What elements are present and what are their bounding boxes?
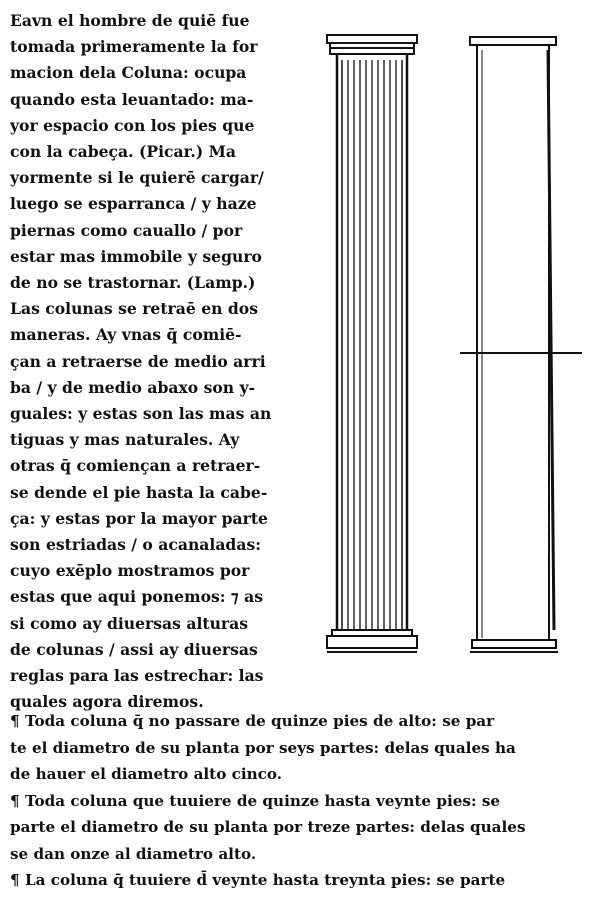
text-line: quando esta leuantado: ma- [10,89,254,109]
text-line: Eavn el hombre de quiē fue [10,11,250,30]
text-line: yormente si le quierē cargar/ [10,168,264,188]
text-line: macion dela Coluna: ocupa [10,63,247,83]
text-line: son estriadas / o acanaladas: [10,535,261,555]
text-line: maneras. Ay vnas q̄ comiē- [10,325,242,345]
text-line: ¶ Toda coluna que tuuiere de quinze hasta veynte pies: se [10,791,501,810]
text-line: parte el diametro de su planta por treze partes: delas quales [10,818,526,836]
text-line: piernas como cauallo / por [10,220,243,240]
text-line: otras q̄ comiençan a retraer- [10,456,261,476]
text-line: ¶ Toda coluna q̄ no passare de quinze pies de alto: se par [10,712,495,730]
text-line: luego se esparranca / y haze [10,194,257,214]
text-line: se dende el pie hasta la cabe- [10,482,268,502]
text-line: te el diametro de su planta por seys partes: delas quales ha [10,738,516,757]
text-line: ça: y estas por la mayor parte [10,508,268,528]
text-line: Las colunas se retraē en dos [10,299,258,319]
text-line: si como ay diuersas alturas [10,613,249,633]
text-line: reglas para las estrechar: las [10,666,264,686]
text-line: tomada primeramente la for [10,37,258,57]
text-line: estar mas immobile y seguro [10,246,262,266]
fluted-column-illustration [327,35,417,652]
text-line: estas que aqui ponemos: ⁊ as [10,587,263,607]
text-line: con la cabeça. (Picar.) Ma [10,142,237,162]
full-width-text-block [10,708,588,894]
text-line: yor espacio con los pies que [10,115,255,135]
text-line: de no se trastornar. (Lamp.) [10,273,256,293]
columns-figure [320,30,588,670]
text-line: cuyo exēplo mostramos por [10,561,250,581]
text-line: quales agora diremos. [10,692,204,712]
text-line: çan a retraerse de medio arri [10,351,266,371]
text-line: ba / y de medio abaxo son y- [10,377,256,397]
plain-column-illustration [470,37,558,652]
text-line: se dan onze al diametro alto. [10,844,257,863]
text-line: ¶ La coluna q̄ tuuiere d̄ veynte hasta treynta pies: se parte [10,871,506,889]
text-line: tiguas y mas naturales. Ay [10,430,240,450]
column-text-block [10,8,296,715]
column-illustrations [320,30,588,670]
text-line: de hauer el diametro alto cinco. [10,765,283,783]
text-line: guales: y estas son las mas an [10,404,272,424]
text-line: de colunas / assi ay diuersas [10,639,258,659]
